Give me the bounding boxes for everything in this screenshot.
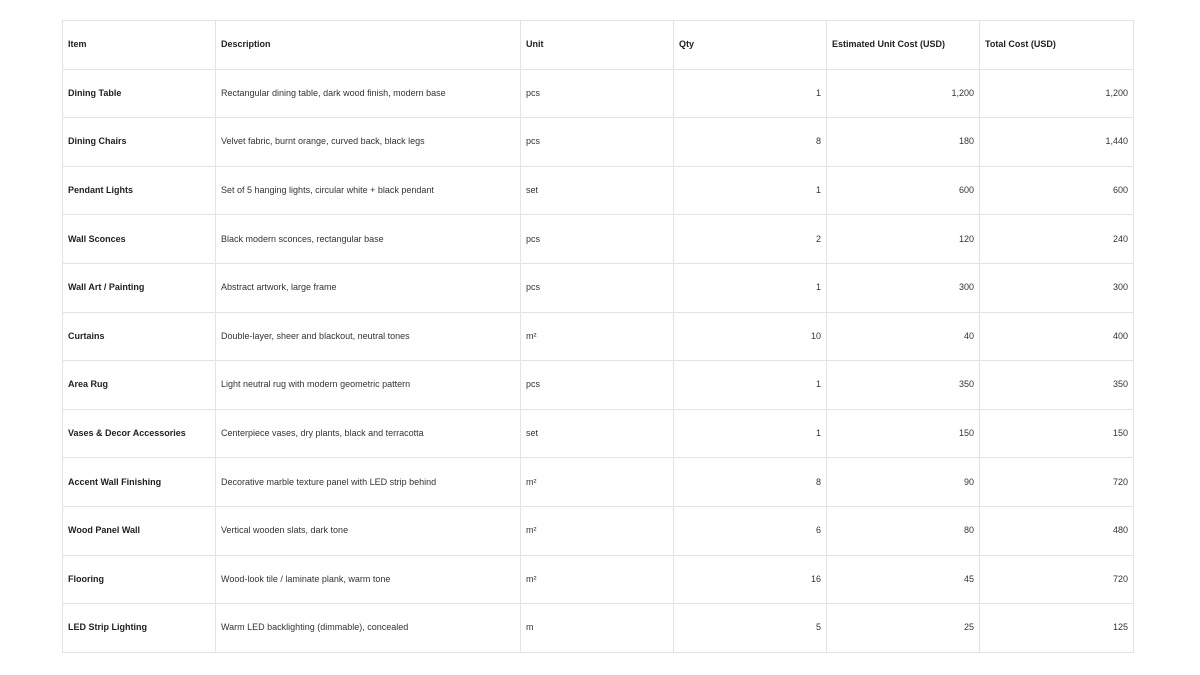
- cell-unit: m²: [521, 555, 674, 604]
- cell-total-cost: 1,440: [980, 118, 1134, 167]
- cell-description: Vertical wooden slats, dark tone: [216, 506, 521, 555]
- table-row: [63, 166, 1134, 215]
- header-item: Item: [63, 21, 216, 70]
- cell-qty: 1: [674, 361, 827, 410]
- cell-total-cost: 350: [980, 361, 1134, 410]
- cell-unit-cost: 350: [827, 361, 980, 410]
- cell-item: Wood Panel Wall: [63, 506, 216, 555]
- cell-total-cost: 600: [980, 166, 1134, 215]
- cell-description: Abstract artwork, large frame: [216, 263, 521, 312]
- cell-qty: 8: [674, 458, 827, 507]
- table-row: [63, 69, 1134, 118]
- table-row: [63, 604, 1134, 653]
- cell-total-cost: 720: [980, 458, 1134, 507]
- cell-description: Velvet fabric, burnt orange, curved back, black legs: [216, 118, 521, 167]
- header-qty: Qty: [674, 21, 827, 70]
- header-total-cost: Total Cost (USD): [980, 21, 1134, 70]
- cell-unit: m²: [521, 458, 674, 507]
- cell-description: Centerpiece vases, dry plants, black and terracotta: [216, 409, 521, 458]
- header-description: Description: [216, 21, 521, 70]
- cell-qty: 8: [674, 118, 827, 167]
- cell-unit-cost: 150: [827, 409, 980, 458]
- cell-item: Dining Table: [63, 69, 216, 118]
- cell-qty: 6: [674, 506, 827, 555]
- table-row: [63, 361, 1134, 410]
- cell-total-cost: 240: [980, 215, 1134, 264]
- cell-description: Rectangular dining table, dark wood finish, modern base: [216, 69, 521, 118]
- cell-description: Set of 5 hanging lights, circular white + black pendant: [216, 166, 521, 215]
- cell-description: Black modern sconces, rectangular base: [216, 215, 521, 264]
- cell-qty: 1: [674, 69, 827, 118]
- header-unit: Unit: [521, 21, 674, 70]
- table-row: [63, 555, 1134, 604]
- cell-qty: 1: [674, 166, 827, 215]
- cell-total-cost: 400: [980, 312, 1134, 361]
- cell-description: Warm LED backlighting (dimmable), concealed: [216, 604, 521, 653]
- cell-description: Double-layer, sheer and blackout, neutral tones: [216, 312, 521, 361]
- table-header: [63, 21, 1134, 70]
- cell-unit: m²: [521, 312, 674, 361]
- cell-unit: pcs: [521, 215, 674, 264]
- cell-total-cost: 125: [980, 604, 1134, 653]
- cell-item: Pendant Lights: [63, 166, 216, 215]
- cell-unit-cost: 45: [827, 555, 980, 604]
- cell-unit: set: [521, 409, 674, 458]
- table-row: [63, 506, 1134, 555]
- table-row: [63, 118, 1134, 167]
- cell-item: Area Rug: [63, 361, 216, 410]
- cell-description: Light neutral rug with modern geometric pattern: [216, 361, 521, 410]
- header-row: [63, 21, 1134, 70]
- cell-item: Wall Art / Painting: [63, 263, 216, 312]
- cell-total-cost: 150: [980, 409, 1134, 458]
- cell-qty: 5: [674, 604, 827, 653]
- cell-unit-cost: 180: [827, 118, 980, 167]
- table-body: [63, 69, 1134, 652]
- cell-qty: 2: [674, 215, 827, 264]
- cell-total-cost: 720: [980, 555, 1134, 604]
- cell-total-cost: 300: [980, 263, 1134, 312]
- table-row: [63, 312, 1134, 361]
- cell-unit-cost: 120: [827, 215, 980, 264]
- cell-unit: pcs: [521, 361, 674, 410]
- cost-estimate-sheet: [62, 20, 1133, 653]
- cell-unit-cost: 90: [827, 458, 980, 507]
- cell-unit: pcs: [521, 263, 674, 312]
- cell-unit: pcs: [521, 69, 674, 118]
- header-unit-cost: Estimated Unit Cost (USD): [827, 21, 980, 70]
- cost-estimate-table: [62, 20, 1134, 653]
- cell-total-cost: 1,200: [980, 69, 1134, 118]
- table-row: [63, 263, 1134, 312]
- cell-unit: m²: [521, 506, 674, 555]
- table-row: [63, 409, 1134, 458]
- cell-unit-cost: 600: [827, 166, 980, 215]
- cell-qty: 1: [674, 409, 827, 458]
- cell-item: Vases & Decor Accessories: [63, 409, 216, 458]
- table-row: [63, 458, 1134, 507]
- cell-unit-cost: 300: [827, 263, 980, 312]
- cell-qty: 10: [674, 312, 827, 361]
- cell-unit-cost: 40: [827, 312, 980, 361]
- cell-unit: pcs: [521, 118, 674, 167]
- cell-item: Curtains: [63, 312, 216, 361]
- cell-item: Flooring: [63, 555, 216, 604]
- cell-item: Dining Chairs: [63, 118, 216, 167]
- cell-unit-cost: 80: [827, 506, 980, 555]
- table-row: [63, 215, 1134, 264]
- cell-unit: m: [521, 604, 674, 653]
- cell-description: Decorative marble texture panel with LED strip behind: [216, 458, 521, 507]
- cell-qty: 1: [674, 263, 827, 312]
- cell-qty: 16: [674, 555, 827, 604]
- cell-item: Accent Wall Finishing: [63, 458, 216, 507]
- cell-description: Wood-look tile / laminate plank, warm tone: [216, 555, 521, 604]
- cell-total-cost: 480: [980, 506, 1134, 555]
- cell-unit-cost: 1,200: [827, 69, 980, 118]
- cell-unit-cost: 25: [827, 604, 980, 653]
- cell-unit: set: [521, 166, 674, 215]
- cell-item: Wall Sconces: [63, 215, 216, 264]
- cell-item: LED Strip Lighting: [63, 604, 216, 653]
